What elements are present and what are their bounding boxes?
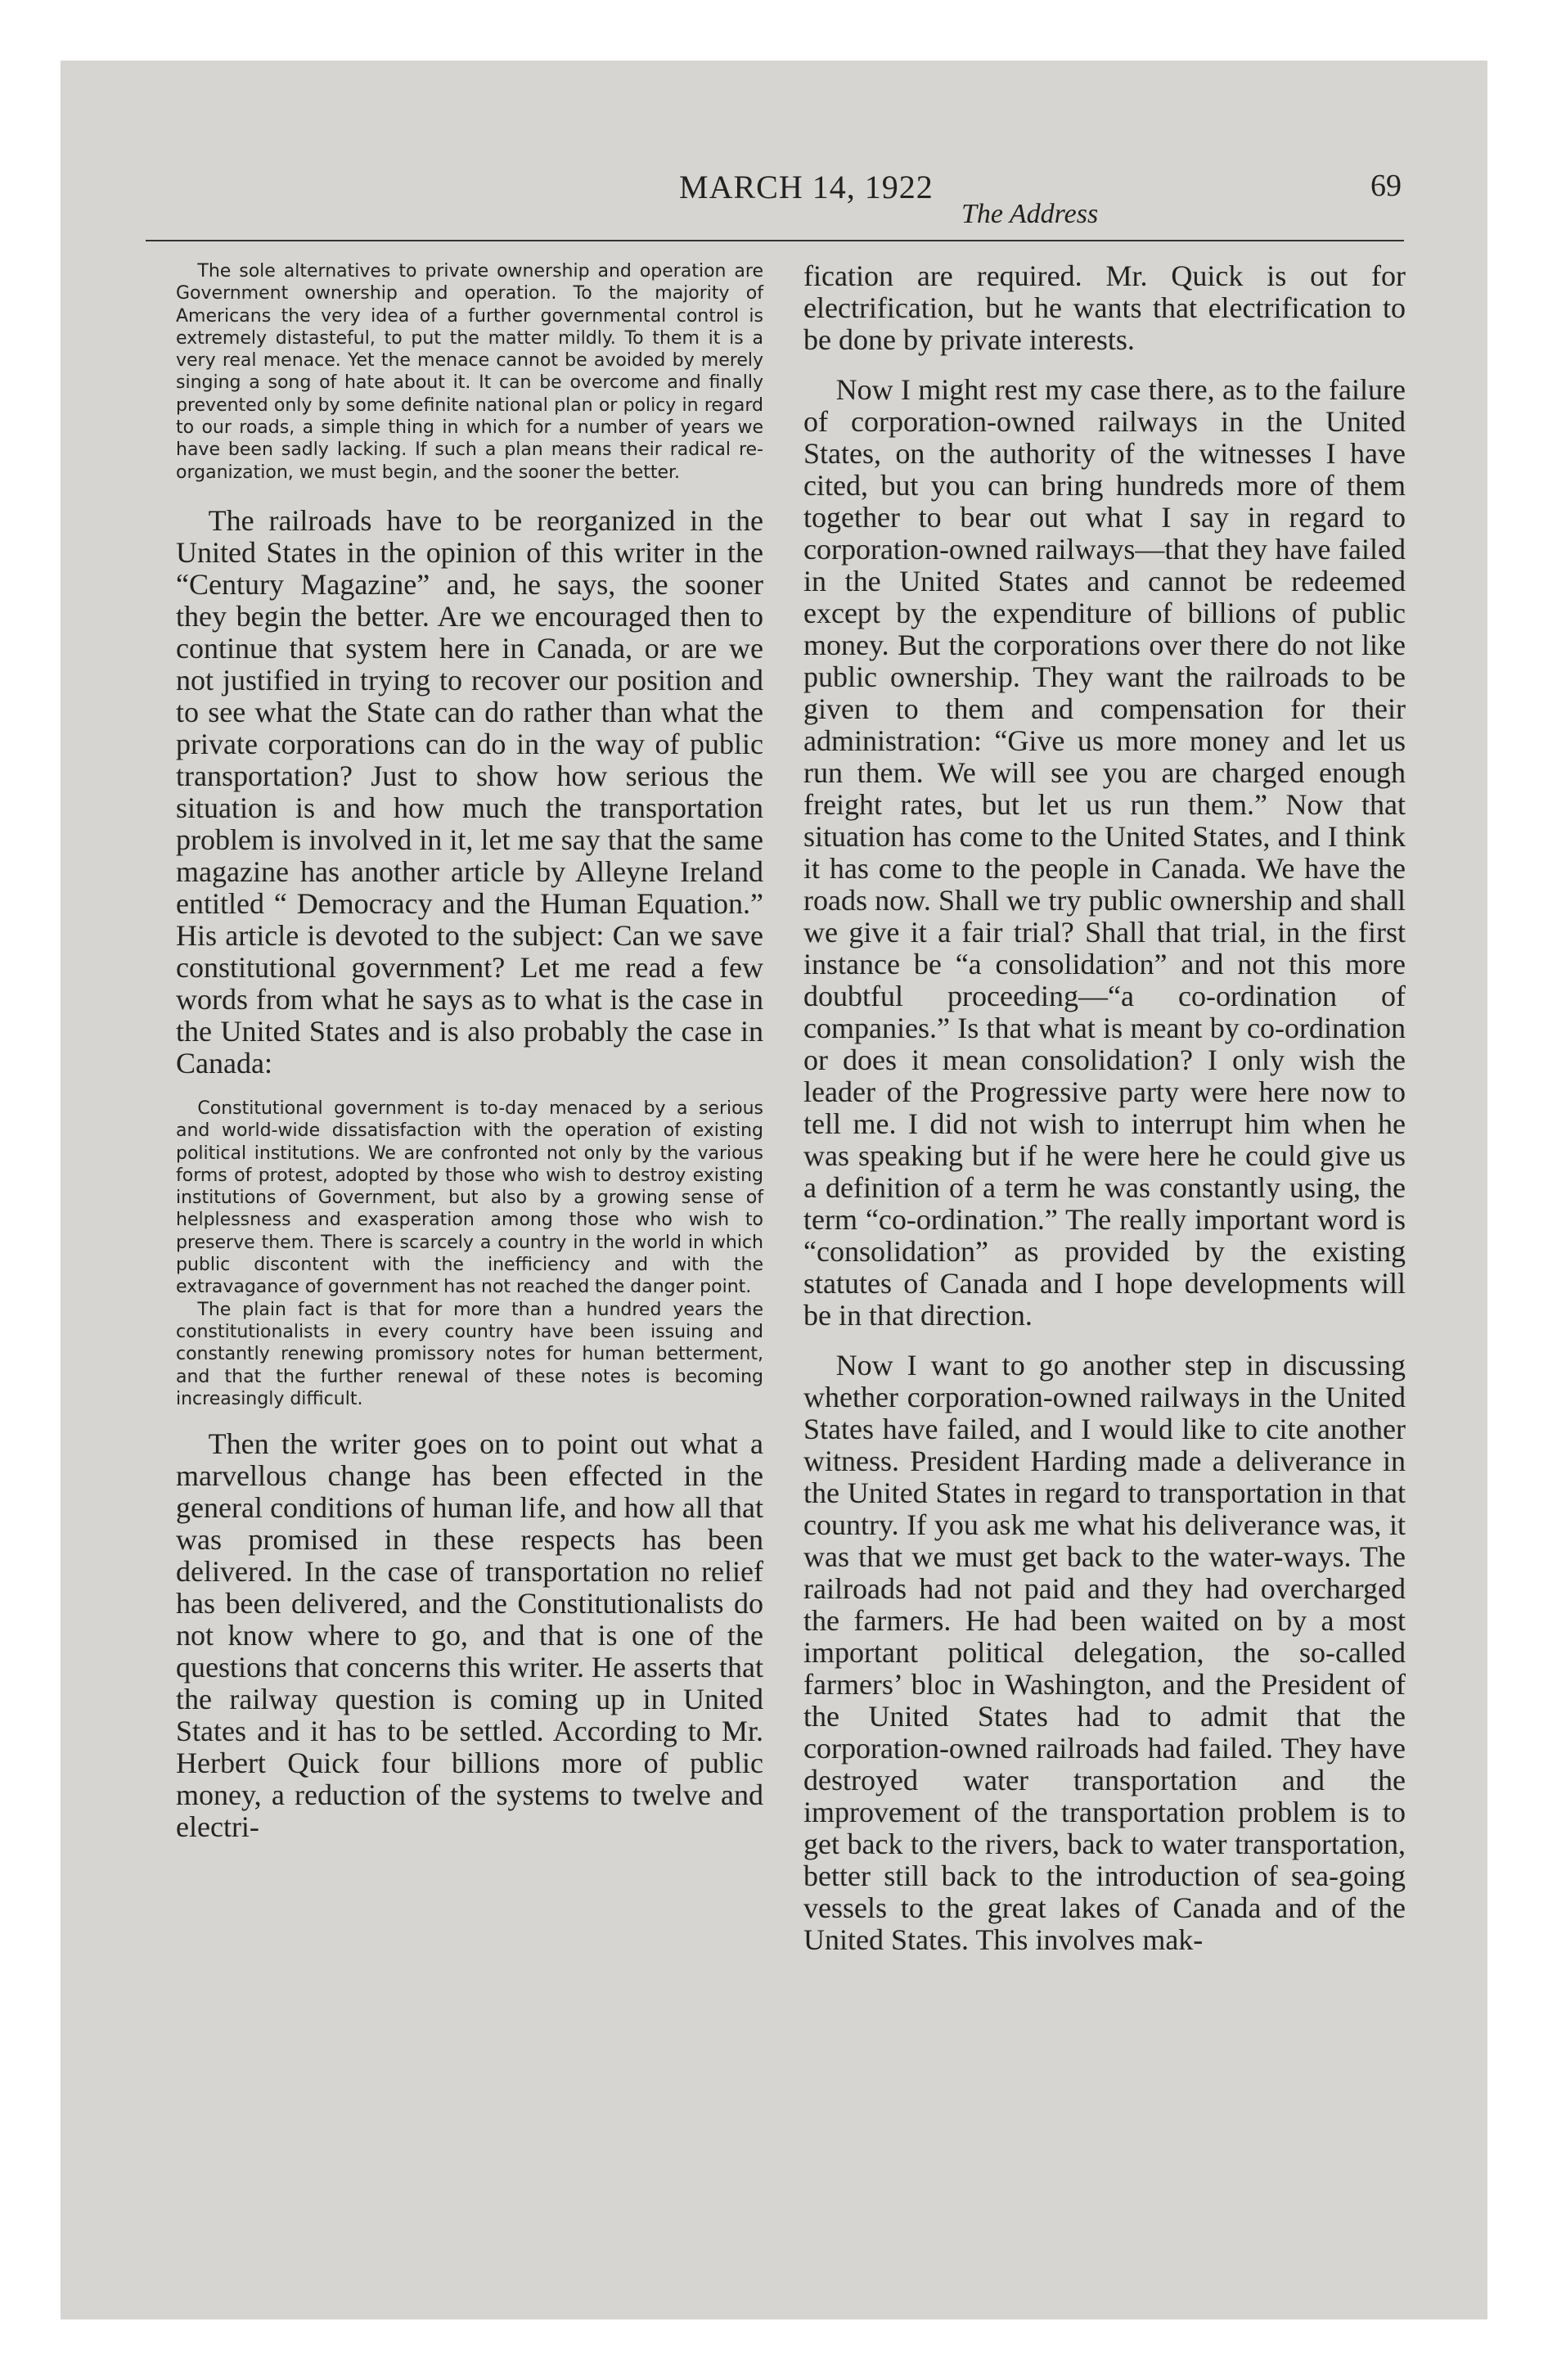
header-page-number: 69 — [1370, 169, 1402, 203]
header-date: MARCH 14, 1922 — [679, 169, 934, 205]
paragraph: Now I might rest my case there, as to the failure of corporation-owned railways in the United States, on the authority of the witnesses I have cited, but you can bring hundreds more of them together to bear out what I say in regard to corporation-owned railways—that they have failed in the United States and cannot be redeemed except by the expenditure of billions of public money. But the corporations over there do not like public ownership. They want the railroads to be given to them and compensation for their administration: “Give us more money and let us run them. We will see you are charged enough freight rates, but let us run them.” Now that situation has come to the United States, and I think it has come to the people in Canada. We have the roads now. Shall we try public ownership and shall we give it a fair trial? Shall that trial, in the first instance be “a consolidation” and not this more doubtful proceeding—“a co-ordination of companies.” Is that what is meant by co-ordination or does it mean consolidation? I only wish the leader of the Progressive party were here now to tell me. I did not wish to interrupt him when he was speaking but if he were here he could give us a definition of a term he was constantly using, the term “co-ordination.” The really important word is “consolidation” as provided by the existing statutes of Canada and I hope developments will be in that direction. — [803, 373, 1406, 1332]
header-running-title: The Address — [961, 199, 1099, 229]
quote-ireland-1: Constitutional government is to-day menaced by a serious and world-wide dissatisfaction with the operation of existing political institutions. We are confronted not only by the various forms of protest, adopted by those who wish to destroy existing institutions of Government, but also by a growing sense of helplessness and exasperation among those who wish to preserve them. There is scarcely a country in the world in which public discontent with the inefficiency and with the extravagance of government has not reached the danger point. — [176, 1098, 763, 1298]
left-column — [176, 260, 763, 1843]
paragraph: Now I want to go another step in discussing whether corporation-owned railways in the United States have failed, and I would like to cite another witness. President Harding made a deliverance in the United States in regard to transportation in that country. If you ask me what his deliverance was, it was that we must get back to the water-ways. The railroads had not paid and they had overcharged the farmers. He had been waited on by a most important political delegation, the so-called farmers’ bloc in Washington, and the President of the United States had to admit that the corporation-owned railroads had failed. They have destroyed water transportation and the improvement of the transportation problem is to get back to the rivers, back to water transportation, better still back to the introduction of sea-going vessels to the great lakes of Canada and of the United States. This involves mak- — [803, 1349, 1406, 1956]
quote-century-magazine: The sole alternatives to private ownership and operation are Government ownership and operation. To the majority of Americans the very idea of a further governmental control is extremely distasteful, to put the matter mildly. To them it is a very real menace. Yet the menace cannot be avoided by merely singing a song of hate about it. It can be overcome and finally prevented only by some definite national plan or policy in regard to our roads, a simple thing in which for a number of years we have been sadly lacking. If such a plan means their radical re-organization, we must begin, and the sooner the better. — [176, 261, 763, 483]
quote-ireland-2: The plain fact is that for more than a hundred years the constitutionalists in every country have been issuing and constantly renewing promissory notes for human betterment, and that the further renewal of these notes is becoming increasingly difficult. — [176, 1299, 763, 1409]
paragraph: Then the writer goes on to point out what a marvellous change has been effected in the general conditions of human life, and how all that was promised in these respects has been delivered. In the case of transportation no relief has been delivered, and the Constitutionalists do not know where to go, and that is one of the questions that concerns this writer. He asserts that the railway question is coming up in United States and it has to be settled. According to Mr. Herbert Quick four billions more of public money, a reduction of the systems to twelve and electri- — [176, 1427, 763, 1844]
paragraph: fication are required. Mr. Quick is out for electrification, but he wants that electrification to be done by private interests. — [803, 259, 1406, 356]
page-header — [176, 168, 1403, 229]
right-column — [803, 260, 1406, 1956]
header-rule — [146, 240, 1404, 241]
paragraph: The railroads have to be reorganized in the United States in the opinion of this writer in the “Century Magazine” and, he says, the sooner they begin the better. Are we encouraged then to continue that system here in Canada, or are we not justified in trying to recover our position and to see what the State can do rather than what the private corporations can do in the way of public transportation? Just to show how serious the situation is and how much the transportation problem is involved in it, let me say that the same magazine has another article by Alleyne Ireland entitled “ Democracy and the Human Equation.” His article is devoted to the subject: Can we save constitutional government? Let me read a few words from what he says as to what is the case in the United States and is also probably the case in Canada: — [176, 503, 763, 1080]
